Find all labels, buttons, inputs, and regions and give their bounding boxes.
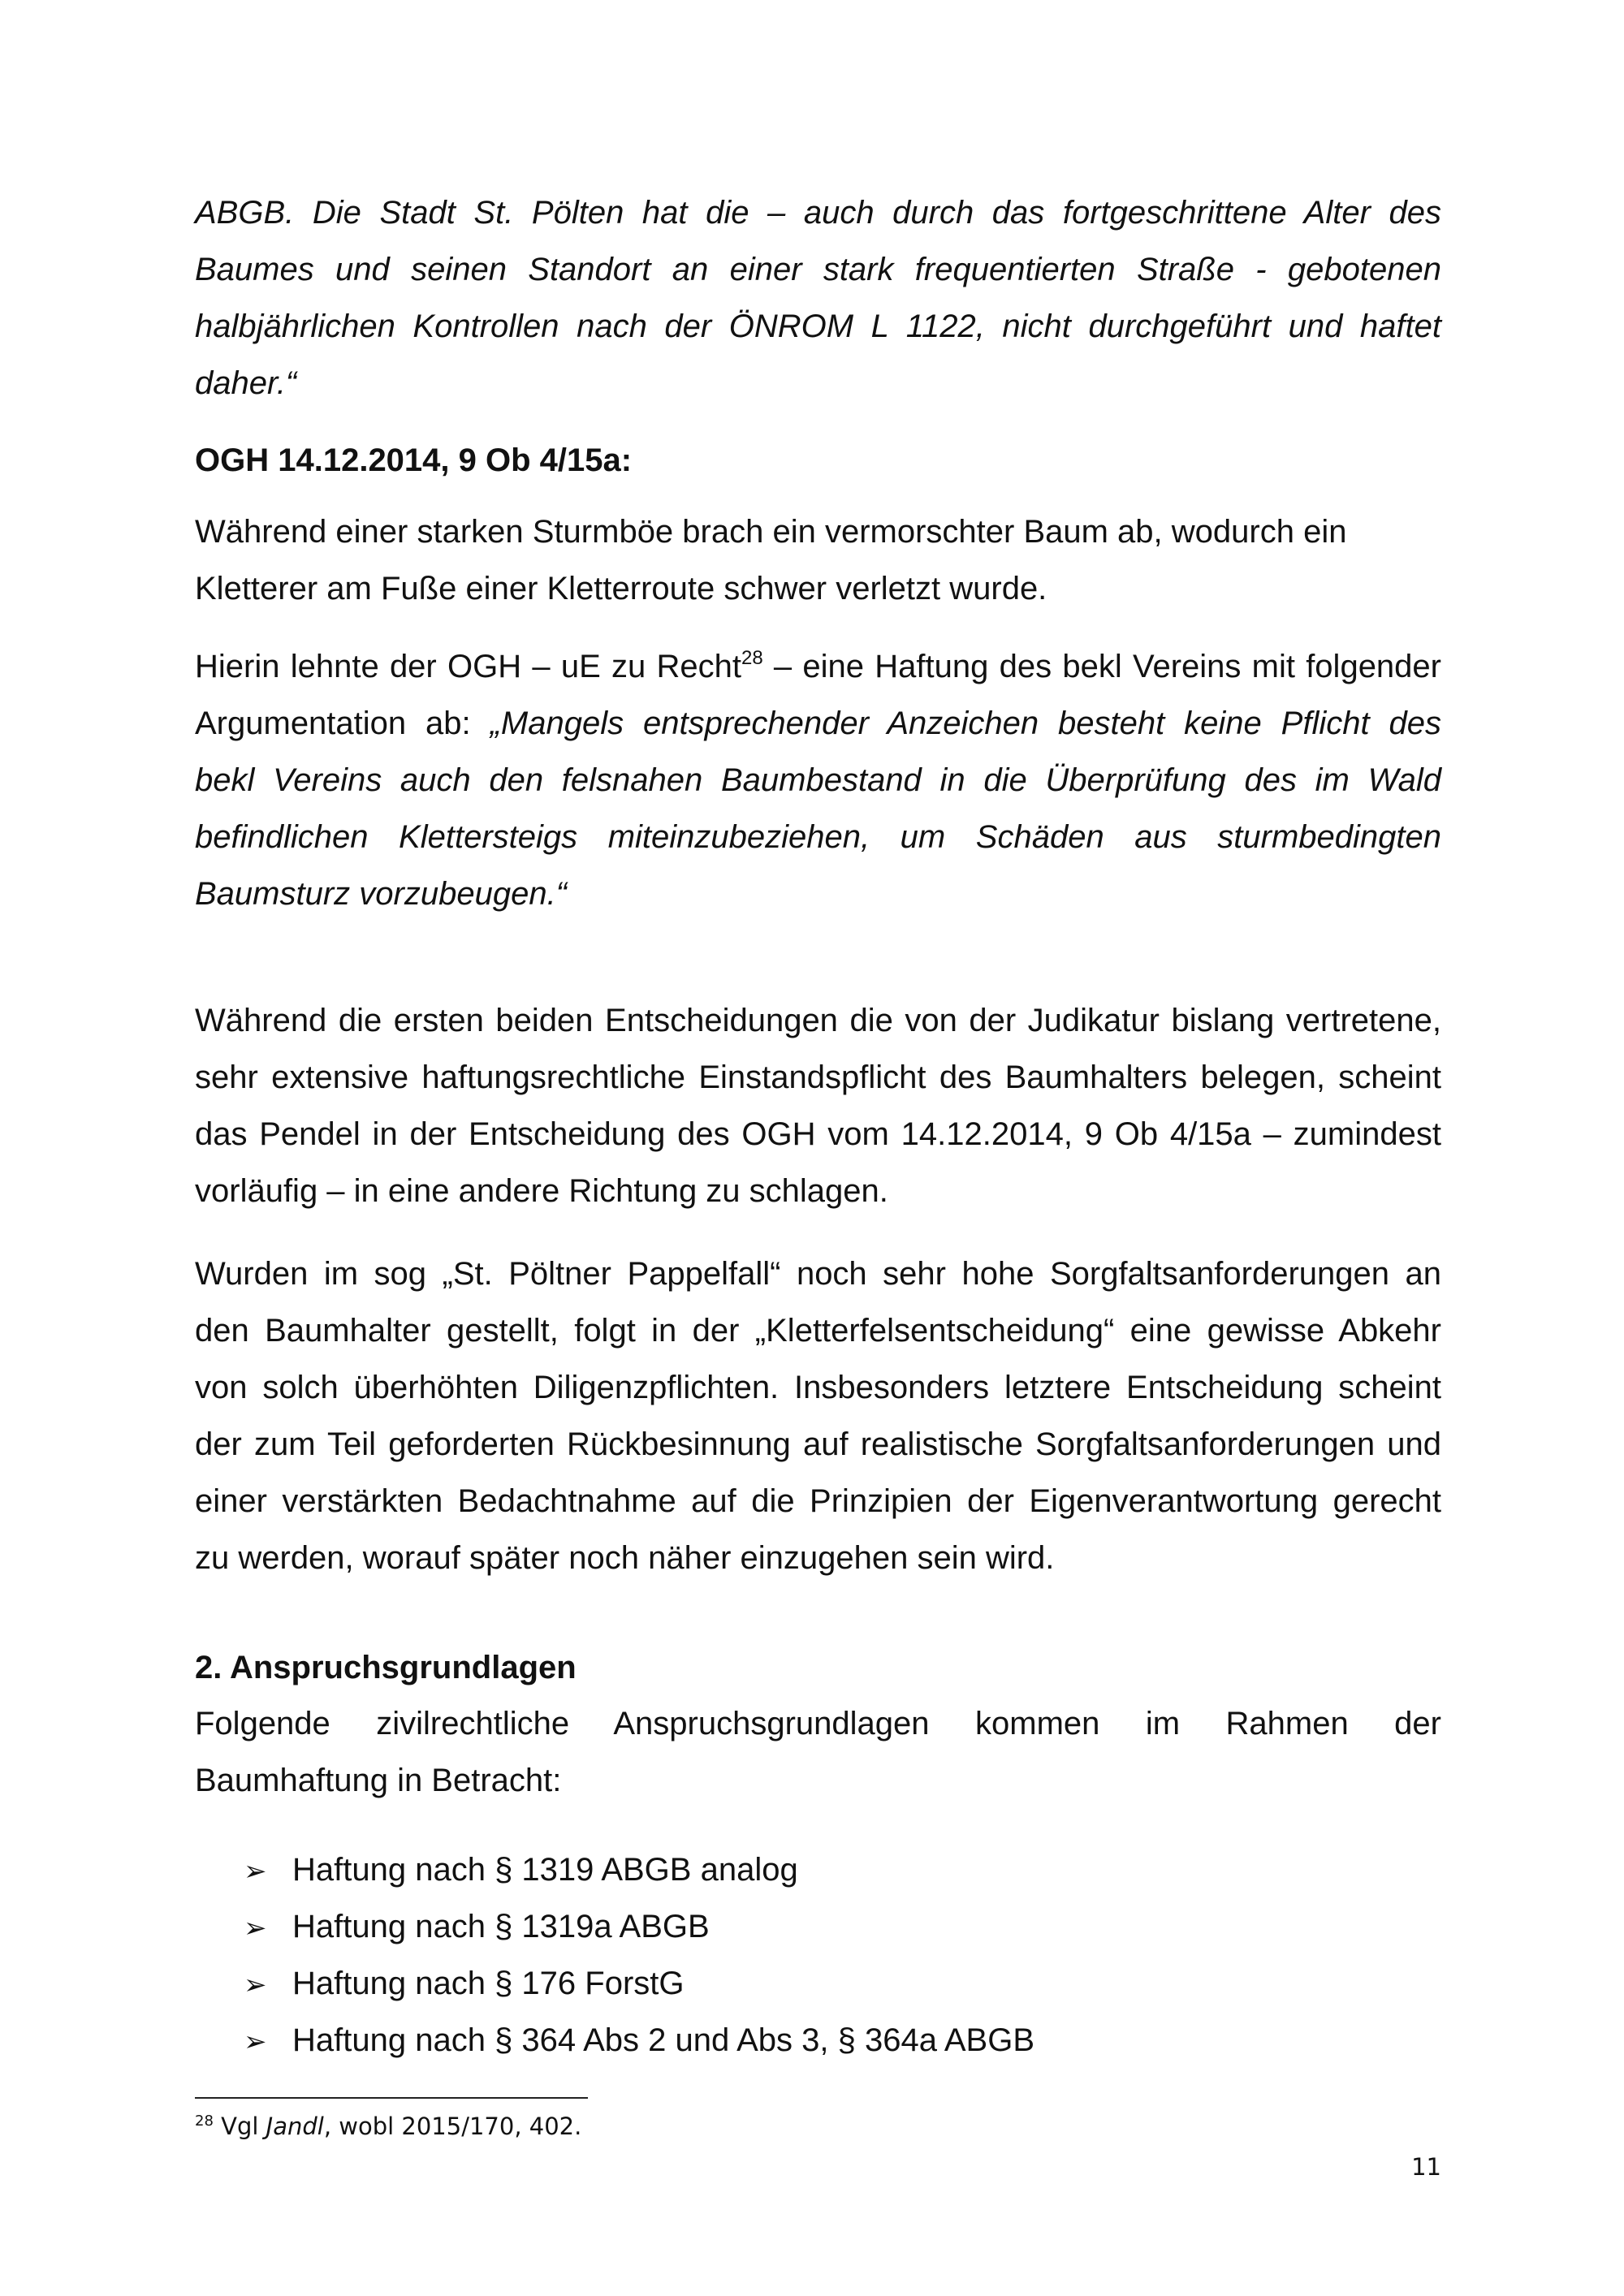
paragraph-line: von solch überhöhten Diligenzpflichten. Insbesonders letztere Entscheidung scheint xyxy=(195,1370,1441,1405)
list-item xyxy=(244,1898,710,1955)
footnote xyxy=(195,2108,1169,2144)
list-item xyxy=(244,2012,1034,2069)
quote-line: ABGB. Die Stadt St. Pölten hat die – auch durch das fortgeschrittene Alter des xyxy=(195,195,1441,231)
ruling-line xyxy=(195,695,1441,752)
footnote-citation: , wobl 2015/170, 402. xyxy=(323,2113,582,2140)
paragraph-line: vorläufig – in eine andere Richtung zu schlagen. xyxy=(195,1173,888,1209)
intro-line: Folgende zivilrechtliche Anspruchsgrundlagen kommen im Rahmen der xyxy=(195,1706,1441,1741)
paragraph-line: das Pendel in der Entscheidung des OGH vom 14.12.2014, 9 Ob 4/15a – zumindest xyxy=(195,1116,1441,1152)
list-item-text: Haftung nach § 1319 ABGB analog xyxy=(292,1852,798,1888)
list-item xyxy=(244,1955,685,2012)
quote-line: Baumes und seinen Standort an einer stark frequentierten Straße - gebotenen xyxy=(195,252,1441,287)
arrow-bullet-icon: ➢ xyxy=(244,1970,267,2000)
list-item-text: Haftung nach § 176 ForstG xyxy=(292,1966,685,2001)
footnote-prefix: Vgl xyxy=(213,2113,266,2140)
section-heading: 2. Anspruchsgrundlagen xyxy=(195,1650,577,1685)
footnote-reference: 28 xyxy=(741,647,763,669)
arrow-bullet-icon: ➢ xyxy=(244,1913,267,1944)
ruling-intro: Hierin lehnte der OGH – uE zu Recht xyxy=(195,649,741,684)
footnote-author: Jandl xyxy=(266,2113,324,2140)
section-intro xyxy=(195,1695,1441,1809)
paragraph-line: der zum Teil geforderten Rückbesinnung auf realistische Sorgfaltsanforderungen und xyxy=(195,1426,1441,1462)
arrow-bullet-icon: ➢ xyxy=(244,2026,267,2057)
paragraph-line: Wurden im sog „St. Pöltner Pappelfall“ noch sehr hohe Sorgfaltsanforderungen an xyxy=(195,1256,1441,1292)
ruling-quote-line: bekl Vereins auch den felsnahen Baumbestand in die Überprüfung des im Wald xyxy=(195,762,1441,798)
paragraph-comparison xyxy=(195,1245,1441,1586)
quote-line: daher.“ xyxy=(195,365,297,401)
paragraph-line: sehr extensive haftungsrechtliche Einstandspflicht des Baumhalters belegen, scheint xyxy=(195,1060,1441,1095)
paragraph-line: den Baumhalter gestellt, folgt in der „Kletterfelsentscheidung“ eine gewisse Abkehr xyxy=(195,1313,1441,1349)
facts-line: Kletterer am Fuße einer Kletterroute schwer verletzt wurde. xyxy=(195,571,1047,606)
facts-line: Während einer starken Sturmböe brach ein vermorschter Baum ab, wodurch ein xyxy=(195,514,1347,550)
ruling-line xyxy=(195,638,1441,695)
ruling-quote: „Mangels entsprechender Anzeichen besteht keine Pflicht des xyxy=(490,706,1441,741)
footnote-number: 28 xyxy=(195,2113,214,2130)
arrow-bullet-icon: ➢ xyxy=(244,1856,267,1887)
intro-line: Baumhaftung in Betracht: xyxy=(195,1763,562,1798)
list-item xyxy=(244,1841,798,1898)
ruling-argument-label: Argumentation ab: xyxy=(195,706,490,741)
paragraph-line: einer verstärkten Bedachtnahme auf die Prinzipien der Eigenverantwortung gerecht xyxy=(195,1483,1441,1519)
paragraph-line: Während die ersten beiden Entscheidungen die von der Judikatur bislang vertretene, xyxy=(195,1003,1441,1038)
case-heading: OGH 14.12.2014, 9 Ob 4/15a: xyxy=(195,442,633,478)
list-item-text: Haftung nach § 1319a ABGB xyxy=(292,1909,710,1944)
ruling-paragraph xyxy=(195,638,1441,922)
page-number: 11 xyxy=(1411,2153,1441,2181)
paragraph-line: zu werden, worauf später noch näher einzugehen sein wird. xyxy=(195,1540,1055,1576)
case-facts xyxy=(195,503,1441,617)
ruling-quote-line: befindlichen Klettersteigs miteinzubeziehen, um Schäden aus sturmbedingten xyxy=(195,819,1441,855)
paragraph-pendulum xyxy=(195,992,1441,1219)
quote-line: halbjährlichen Kontrollen nach der ÖNROM L 1122, nicht durchgeführt und haftet xyxy=(195,309,1441,344)
ruling-intro-rest: – eine Haftung des bekl Vereins mit folgender xyxy=(762,649,1441,684)
ruling-quote-line: Baumsturz vorzubeugen.“ xyxy=(195,876,568,912)
quote-continuation xyxy=(195,184,1441,412)
footnote-divider xyxy=(195,2097,588,2099)
list-item-text: Haftung nach § 364 Abs 2 und Abs 3, § 364a ABGB xyxy=(292,2022,1035,2058)
